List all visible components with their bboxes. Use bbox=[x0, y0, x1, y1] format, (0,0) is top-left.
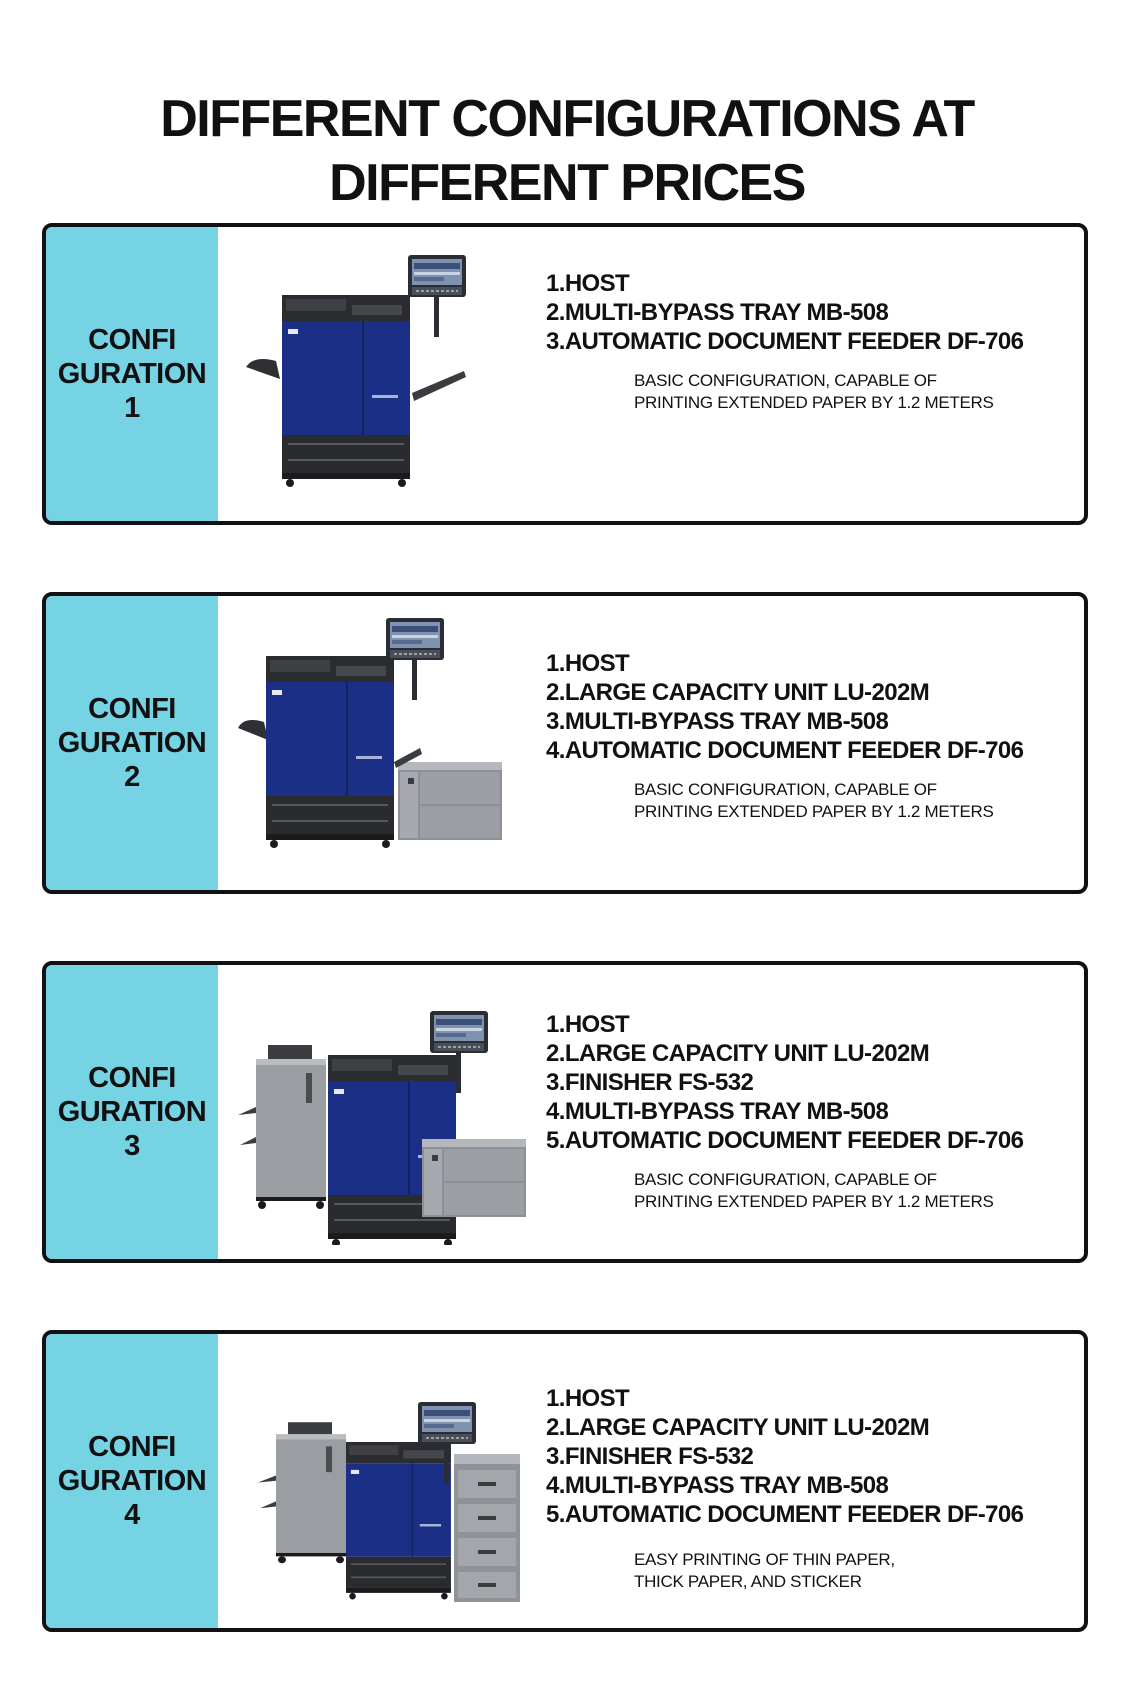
configuration-note-line-2: PRINTING EXTENDED PAPER BY 1.2 METERS bbox=[634, 802, 994, 821]
component-list bbox=[546, 649, 1086, 765]
configuration-details bbox=[546, 596, 1086, 890]
component-list bbox=[546, 1384, 1086, 1529]
configuration-note bbox=[546, 370, 1086, 414]
configuration-note-line-2: PRINTING EXTENDED PAPER BY 1.2 METERS bbox=[634, 393, 994, 412]
component-item: 5.AUTOMATIC DOCUMENT FEEDER DF-706 bbox=[546, 1501, 1024, 1528]
component-item: 2.LARGE CAPACITY UNIT LU-202M bbox=[546, 1040, 930, 1067]
configuration-note-line-1: BASIC CONFIGURATION, CAPABLE OF bbox=[634, 371, 937, 390]
page-title-line-1: DIFFERENT CONFIGURATIONS AT bbox=[160, 89, 974, 148]
printer-host-with-capacity-unit-illustration bbox=[236, 612, 536, 876]
configuration-note bbox=[546, 779, 1086, 823]
component-item: 3.AUTOMATIC DOCUMENT FEEDER DF-706 bbox=[546, 328, 1024, 355]
configuration-details bbox=[546, 1334, 1086, 1628]
configuration-note-line-1: EASY PRINTING OF THIN PAPER, bbox=[634, 1550, 895, 1569]
printer-host-illustration bbox=[236, 243, 536, 507]
printer-image bbox=[236, 1350, 536, 1614]
printer-with-finisher-illustration bbox=[236, 981, 536, 1245]
configuration-label bbox=[46, 1334, 218, 1628]
configuration-card-2 bbox=[42, 592, 1088, 894]
printer-image bbox=[236, 243, 536, 507]
component-item: 2.LARGE CAPACITY UNIT LU-202M bbox=[546, 1414, 930, 1441]
configuration-label bbox=[46, 965, 218, 1259]
configuration-card-1 bbox=[42, 223, 1088, 525]
configuration-note-line-1: BASIC CONFIGURATION, CAPABLE OF bbox=[634, 780, 937, 799]
component-item: 1.HOST bbox=[546, 1011, 630, 1038]
printer-with-finisher-and-feeder-illustration bbox=[236, 1350, 536, 1614]
configuration-label bbox=[46, 227, 218, 521]
page-title bbox=[0, 87, 1134, 215]
configuration-card-4 bbox=[42, 1330, 1088, 1632]
configuration-label-line-1: CONFI bbox=[88, 693, 176, 725]
component-item: 3.MULTI-BYPASS TRAY MB-508 bbox=[546, 708, 889, 735]
component-item: 3.FINISHER FS-532 bbox=[546, 1069, 754, 1096]
component-item: 1.HOST bbox=[546, 1385, 630, 1412]
component-item: 2.LARGE CAPACITY UNIT LU-202M bbox=[546, 679, 930, 706]
page-title-line-2: DIFFERENT PRICES bbox=[329, 153, 805, 212]
configuration-note bbox=[546, 1169, 1086, 1213]
component-item: 4.MULTI-BYPASS TRAY MB-508 bbox=[546, 1098, 889, 1125]
configuration-note-line-1: BASIC CONFIGURATION, CAPABLE OF bbox=[634, 1170, 937, 1189]
component-list bbox=[546, 1010, 1086, 1155]
component-item: 5.AUTOMATIC DOCUMENT FEEDER DF-706 bbox=[546, 1127, 1024, 1154]
configuration-note-line-2: PRINTING EXTENDED PAPER BY 1.2 METERS bbox=[634, 1192, 994, 1211]
printer-image bbox=[236, 981, 536, 1245]
configuration-label-line-1: CONFI bbox=[88, 1062, 176, 1094]
configuration-label-number: 1 bbox=[124, 392, 140, 424]
configuration-label-line-1: CONFI bbox=[88, 1431, 176, 1463]
configuration-label-line-2: GURATION bbox=[57, 1096, 207, 1128]
configuration-label bbox=[46, 596, 218, 890]
configuration-details bbox=[546, 227, 1086, 521]
component-item: 1.HOST bbox=[546, 650, 630, 677]
configuration-note-line-2: THICK PAPER, AND STICKER bbox=[634, 1572, 862, 1591]
printer-image bbox=[236, 612, 536, 876]
component-item: 3.FINISHER FS-532 bbox=[546, 1443, 754, 1470]
configuration-label-number: 2 bbox=[124, 761, 140, 793]
configuration-note bbox=[546, 1549, 1086, 1593]
configuration-card-3 bbox=[42, 961, 1088, 1263]
component-item: 4.MULTI-BYPASS TRAY MB-508 bbox=[546, 1472, 889, 1499]
configuration-label-number: 3 bbox=[124, 1130, 140, 1162]
configuration-label-number: 4 bbox=[124, 1499, 140, 1531]
component-item: 1.HOST bbox=[546, 270, 630, 297]
component-item: 4.AUTOMATIC DOCUMENT FEEDER DF-706 bbox=[546, 737, 1024, 764]
component-item: 2.MULTI-BYPASS TRAY MB-508 bbox=[546, 299, 889, 326]
component-list bbox=[546, 269, 1086, 356]
configuration-label-line-1: CONFI bbox=[88, 324, 176, 356]
configuration-label-line-2: GURATION bbox=[57, 358, 207, 390]
configuration-label-line-2: GURATION bbox=[57, 727, 207, 759]
configuration-details bbox=[546, 965, 1086, 1259]
configuration-label-line-2: GURATION bbox=[57, 1465, 207, 1497]
